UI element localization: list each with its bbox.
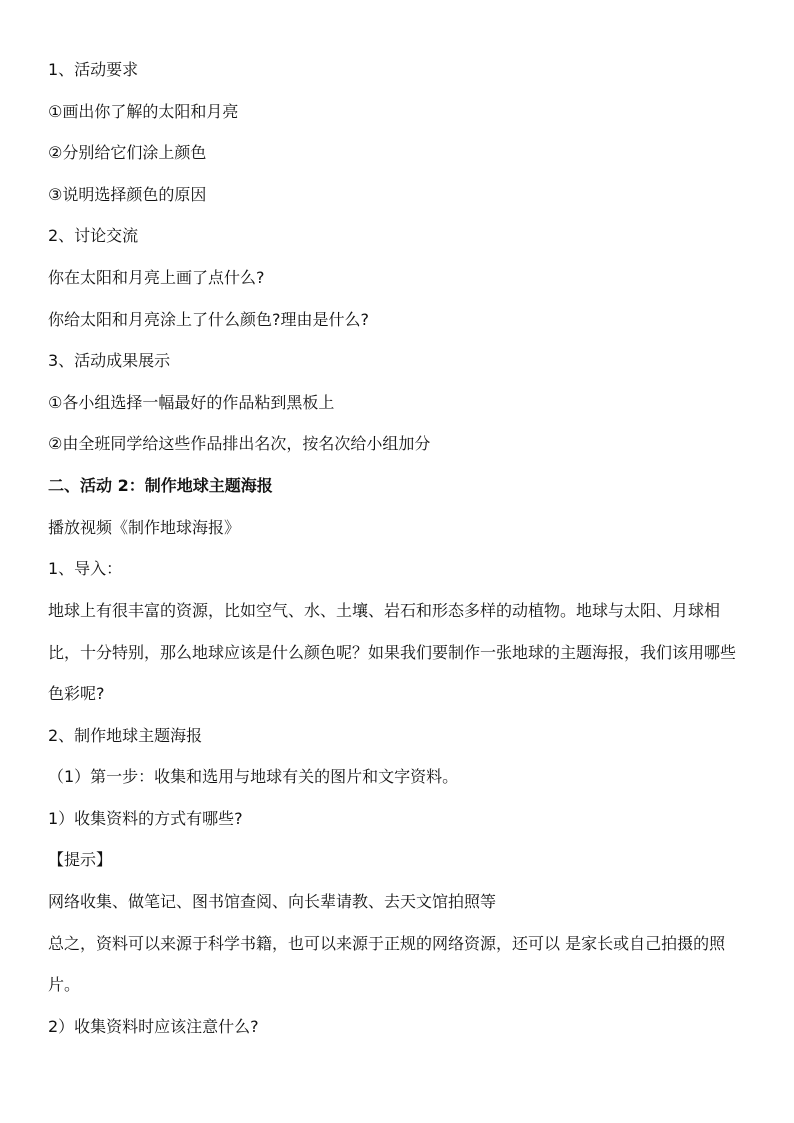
collect-notes-question: 2）收集资料时应该注意什么? bbox=[48, 1016, 259, 1036]
activity-requirements-heading: 1、活动要求 bbox=[48, 60, 139, 79]
step-1-line: （1）第一步：收集和选用与地球有关的图片和文字资料。 bbox=[48, 767, 459, 787]
results-item-1: ①各小组选择一幅最好的作品粘到黑板上 bbox=[48, 392, 335, 412]
results-item-2: ②由全班同学给这些作品排出名次，按名次给小组加分 bbox=[48, 434, 431, 454]
requirement-item-3: ③说明选择颜色的原因 bbox=[48, 184, 207, 204]
collect-methods-question: 1）收集资料的方式有哪些? bbox=[48, 808, 243, 828]
video-line: 播放视频《制作地球海报》 bbox=[48, 517, 241, 537]
discussion-question-1: 你在太阳和月亮上画了点什么? bbox=[48, 267, 265, 287]
discussion-heading: 2、讨论交流 bbox=[48, 226, 139, 246]
summary-paragraph: 总之，资料可以来源于科学书籍，也可以来源于正规的网络资源，还可以 是家长或自己拍摄的照片。 bbox=[48, 933, 726, 995]
requirement-item-2: ②分别给它们涂上颜色 bbox=[48, 143, 207, 163]
intro-paragraph: 地球上有很丰富的资源，比如空气、水、土壤、岩石和形态多样的动植物。地球与太阳、月球相比，十分特别，那么地球应该是什么颜色呢？如果我们要制作一张地球的主题海报，我们该用哪些色彩呢? bbox=[48, 600, 737, 704]
hint-methods: 网络收集、做笔记、图书馆查阅、向长辈请教、去天文馆拍照等 bbox=[48, 891, 497, 911]
intro-heading: 1、导入： bbox=[48, 559, 123, 579]
hint-label: 【提示】 bbox=[48, 850, 113, 870]
activity-2-heading: 二、活动 2：制作地球主题海报 bbox=[48, 475, 273, 495]
results-heading: 3、活动成果展示 bbox=[48, 351, 171, 371]
poster-heading: 2、制作地球主题海报 bbox=[48, 725, 203, 745]
document-page bbox=[48, 58, 748, 1056]
requirement-item-1: ①画出你了解的太阳和月亮 bbox=[48, 101, 239, 121]
discussion-question-2: 你给太阳和月亮涂上了什么颜色?理由是什么? bbox=[48, 309, 369, 329]
